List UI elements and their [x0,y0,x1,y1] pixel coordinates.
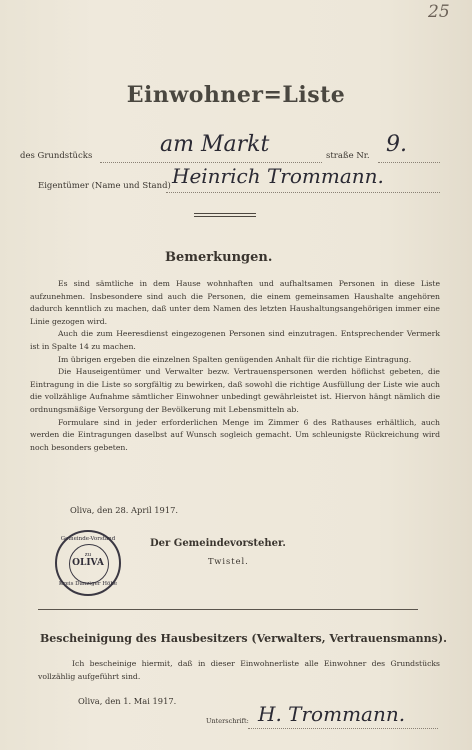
remarks-body [30,278,440,454]
remarks-paragraph: Die Hauseigentümer und Verwalter bezw. Vertrauenspersonen werden höflichst gebeten, die Eintragung in die Liste so sorgfältig zu bewirken, daß sowohl die richtige Ausfüllung der Liste wie auch die vollzählige Aufnahme sämtlicher Einwohner unbedingt gewährleistet ist. Hiervon hängt nämlich die ordnungsmäßige Versorgung der Bevölkerung mit Lebensmitteln ab. [30,367,440,414]
remarks-paragraph: Es sind sämtliche in dem Hause wohnhaften und aufhaltsamen Personen in diese Liste aufzunehmen. Insbesondere sind auch die Personen, die einem gemeinsamen Haushalte angehören dadurch kenntlich zu machen, daß unter dem Namen des letzten Haushaltungsangehörigen immer eine Linie gezogen wird. [30,279,440,326]
certificate-heading: Bescheinigung des Hausbesitzers (Verwalters, Vertrauensmanns). [40,632,447,645]
municipal-stamp [55,530,121,596]
remarks-paragraph: Formulare sind in jeder erforderlichen Menge im Zimmer 6 des Rathauses erhältlich, auch werden die Eintragungen daselbst auf Wunsch sogleich gemacht. Um schleunigste Rückreichung wird noch besonders gebeten. [30,417,440,452]
street-dotted-line [100,162,322,163]
number-dotted-line [378,162,440,163]
stamp-zu: zu [84,552,92,558]
remarks-heading: Bemerkungen. [165,250,273,265]
stamp-district: Kreis Danziger Höhe [58,581,118,587]
certificate-text: Ich bescheinige hiermit, daß in dieser Einwohnerliste alle Einwohner des Grundstücks vollzählig aufgeführt sind. [38,659,440,681]
stamp-ring-text: Gemeinde-Vorstand [60,536,116,542]
authority-name: Twistel. [208,556,249,566]
remarks-paragraph: Im übrigen ergeben die einzelnen Spalten genügenden Anhalt für die richtige Eintragung. [58,354,412,364]
street-label-suffix: straße Nr. [326,151,370,161]
signature-dotted-line [248,728,438,729]
remarks-place-date: Oliva, den 28. April 1917. [70,505,179,515]
signature-label: Unterschrift: [206,717,249,725]
street-label-prefix: des Grundstücks [20,151,93,161]
remarks-paragraph: Auch die zum Heeresdienst eingezogenen Personen sind einzutragen. Entsprechender Vermerk ist in Spalte 14 zu machen. [30,329,440,351]
owner-signature: H. Trommann. [258,702,406,726]
owner-label: Eigentümer (Name und Stand) [38,181,171,191]
section-divider [38,609,418,610]
street-handwritten-number: 9. [386,132,407,157]
authority-title: Der Gemeindevorsteher. [150,538,286,549]
certificate-place-date: Oliva, den 1. Mai 1917. [78,696,177,706]
owner-dotted-line [166,192,440,193]
owner-handwritten-value: Heinrich Trommann. [172,164,384,188]
form-title: Einwohner=Liste [126,82,346,108]
stamp-town: OLIVA [72,558,104,568]
street-handwritten-value: am Markt [160,132,270,157]
page-number: 25 [428,2,450,22]
double-rule-divider [194,213,256,217]
